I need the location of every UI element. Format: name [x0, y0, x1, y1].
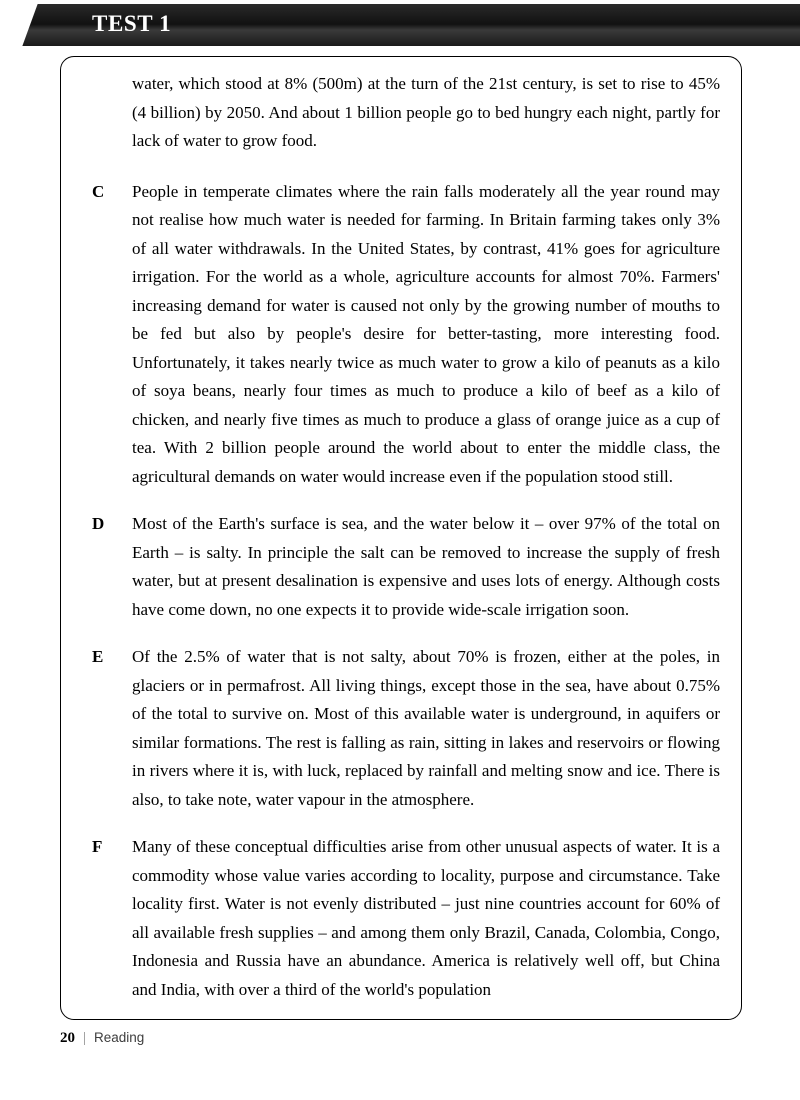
paragraph-text: People in temperate climates where the rain falls moderately all the year round may not realise how much water is needed for farming. In Britain farming takes only 3% of all water withdrawals. In the United States, by contrast, 41% goes for agriculture irrigation. For the world as a whole, agriculture accounts for almost 70%. Farmers' increasing demand for water is caused not only by the growing number of mouths to be fed but also by people's desire for better-tasting, more interesting food. Unfortunately, it takes nearly twice as much water to grow a kilo of peanuts as a kilo of soya beans, nearly four times as much to produce a kilo of beef as a kilo of chicken, and nearly five times as much to produce a glass of orange juice as a cup of tea. With 2 billion people around the world about to enter the middle class, the agricultural demands on water would increase even if the population stood still. [132, 181, 720, 486]
paragraph-continuation [92, 70, 720, 156]
paragraph-c [92, 178, 720, 492]
test-header-banner [0, 0, 800, 46]
page-footer [60, 1030, 740, 1047]
paragraph-letter: F [92, 837, 103, 856]
paragraph-text: Many of these conceptual difficulties arise from other unusual aspects of water. It is a commodity whose value varies according to locality, purpose and circumstance. Take locality first. Water is not evenly distributed – just nine countries account for 60% of all available fresh supplies – and among them only Brazil, Canada, Colombia, Congo, Indonesia and Russia have an abundance. America is relatively well off, but China and India, with over a third of the world's population [132, 837, 720, 999]
paragraph-text: water, which stood at 8% (500m) at the turn of the 21st century, is set to rise to 45% (4 billion) by 2050. And about 1 billion people go to bed hungry each night, partly for lack of water to grow food. [132, 74, 720, 150]
paragraph-d [92, 510, 720, 624]
reading-passage [92, 70, 720, 1023]
paragraph-letter: D [92, 514, 105, 533]
paragraph-e [92, 643, 720, 814]
footer-page-number: 20 [60, 1030, 75, 1046]
paragraph-f [92, 833, 720, 1004]
paragraph-text: Of the 2.5% of water that is not salty, about 70% is frozen, either at the poles, in glaciers or in permafrost. All living things, except those in the sea, have about 0.75% of the total to survive on. Most of this available water is underground, in aquifers or similar formations. The rest is falling as rain, sitting in lakes and reservoirs or flowing in rivers where it is, with luck, replaced by rainfall and melting snow and ice. There is also, to take note, water vapour in the atmosphere. [132, 647, 720, 809]
footer-separator: | [83, 1030, 87, 1046]
paragraph-letter: E [92, 647, 104, 666]
footer-section-label: Reading [94, 1030, 145, 1045]
page-title: TEST 1 [92, 11, 172, 36]
paragraph-letter: C [92, 181, 105, 201]
paragraph-text: Most of the Earth's surface is sea, and the water below it – over 97% of the total on Earth – is salty. In principle the salt can be removed to increase the supply of fresh water, but at present desalination is expensive and uses lots of energy. Although costs have come down, no one expects it to provide wide-scale irrigation soon. [132, 514, 720, 619]
